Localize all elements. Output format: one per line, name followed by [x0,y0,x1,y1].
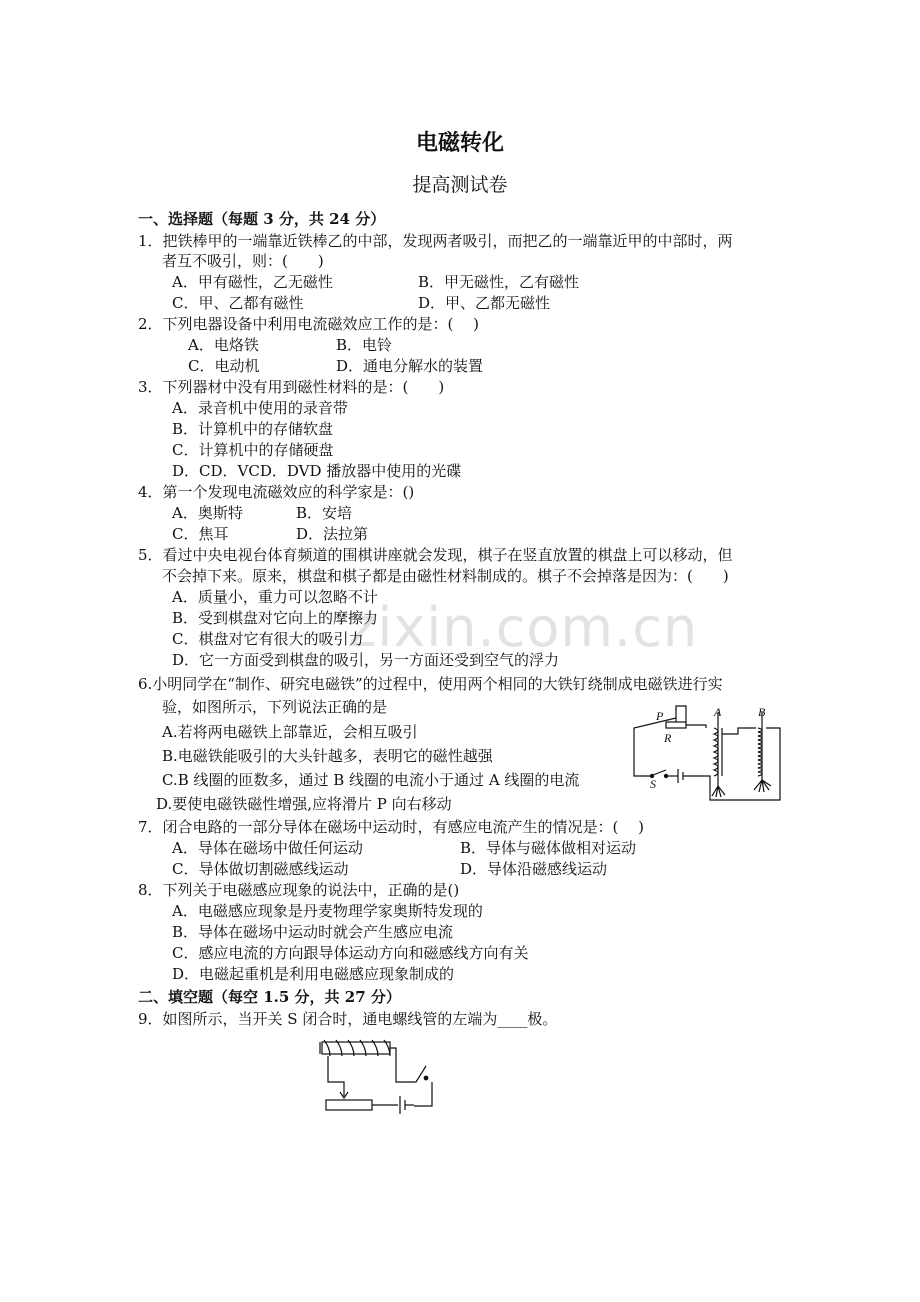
q2-option-d: D．通电分解水的装置 [336,357,484,375]
q7-option-b: B．导体与磁体做相对运动 [460,839,637,857]
fig6-label-a: A [714,705,722,719]
section-2-heading: 二、填空题（每空 1.5 分，共 27 分） [138,988,401,1006]
fig6-label-r: R [664,731,672,745]
electromagnet-circuit-diagram [628,704,792,804]
q2-stem: 2．下列电器设备中利用电流磁效应工作的是：( ) [138,315,480,333]
q7-option-d: D．导体沿磁感线运动 [460,860,608,878]
q1-option-a: A．甲有磁性，乙无磁性 [172,273,333,291]
q3-option-b: B．计算机中的存储软盘 [172,420,334,438]
q8-stem: 8．下列关于电磁感应现象的说法中，正确的是() [138,881,460,899]
q8-option-b: B．导体在磁场中运动时就会产生感应电流 [172,923,454,941]
q5-stem-line1: 5．看过中央电视台体育频道的围棋讲座就会发现，棋子在竖直放置的棋盘上可以移动，但 [138,546,733,564]
q6-stem-line2: 验，如图所示，下列说法正确的是 [162,698,388,716]
q6-option-c: C.B 线圈的匝数多，通过 B 线圈的电流小于通过 A 线圈的电流 [162,771,580,789]
q4-option-b: B．安培 [296,504,353,522]
watermark-text: zixin.com.cn [348,596,699,659]
q3-stem: 3．下列器材中没有用到磁性材料的是：( ) [138,378,445,396]
q1-option-c: C．甲、乙都有磁性 [172,294,304,312]
q8-option-d: D．电磁起重机是利用电磁感应现象制成的 [172,965,455,983]
fig6-label-b: B [758,705,766,719]
q8-option-c: C．感应电流的方向跟导体运动方向和磁感线方向有关 [172,944,529,962]
q2-option-b: B．电铃 [336,336,393,354]
q5-option-b: B．受到棋盘对它向上的摩擦力 [172,609,379,627]
q3-option-d: D．CD．VCD．DVD 播放器中使用的光碟 [172,462,462,480]
q5-stem-line2: 不会掉下来。原来，棋盘和棋子都是由磁性材料制成的。棋子不会掉落是因为：( ) [162,567,729,585]
q1-option-b: B．甲无磁性，乙有磁性 [418,273,580,291]
q7-option-a: A．导体在磁场中做任何运动 [172,839,363,857]
fig6-label-s: S [650,777,656,791]
q5-option-c: C．棋盘对它有很大的吸引力 [172,630,364,648]
page-title: 电磁转化 [415,130,504,156]
q6-stem-line1: 6.小明同学在“制作、研究电磁铁”的过程中，使用两个相同的大铁钉绕制成电磁铁进行实 [138,675,723,693]
q7-stem: 7．闭合电路的一部分导体在磁场中运动时，有感应电流产生的情况是：( ) [138,818,645,836]
q6-option-b: B.电磁铁能吸引的大头针越多，表明它的磁性越强 [162,747,493,765]
q8-option-a: A．电磁感应现象是丹麦物理学家奥斯特发现的 [172,902,483,920]
fig6-label-p: P [656,709,664,723]
q1-stem-line2: 者互不吸引，则：( ) [162,252,324,270]
q4-stem: 4．第一个发现电流磁效应的科学家是：() [138,483,415,501]
q3-option-c: C．计算机中的存储硬盘 [172,441,334,459]
section-1-heading: 一、选择题（每题 3 分，共 24 分） [138,210,386,228]
q2-option-c: C．电动机 [188,357,260,375]
q5-option-d: D．它一方面受到棋盘的吸引，另一方面还受到空气的浮力 [172,651,560,669]
q1-stem-line1: 1．把铁棒甲的一端靠近铁棒乙的中部，发现两者吸引，而把乙的一端靠近甲的中部时，两 [138,232,733,250]
q2-option-a: A．电烙铁 [188,336,259,354]
page-subtitle: 提高测试卷 [412,174,508,196]
q5-option-a: A．质量小，重力可以忽略不计 [172,588,378,606]
q7-option-c: C．导体做切割磁感线运动 [172,860,349,878]
q4-option-c: C．焦耳 [172,525,229,543]
solenoid-circuit-diagram [316,1036,440,1116]
q6-option-d: D.要使电磁铁磁性增强,应将滑片 P 向右移动 [156,795,452,813]
q4-option-a: A．奥斯特 [172,504,243,522]
q9-stem: 9．如图所示，当开关 S 闭合时，通电螺线管的左端为____极。 [138,1010,558,1028]
q4-option-d: D．法拉第 [296,525,369,543]
q3-option-a: A．录音机中使用的录音带 [172,399,348,417]
q6-option-a: A.若将两电磁铁上部靠近，会相互吸引 [162,723,418,741]
q1-option-d: D．甲、乙都无磁性 [418,294,551,312]
